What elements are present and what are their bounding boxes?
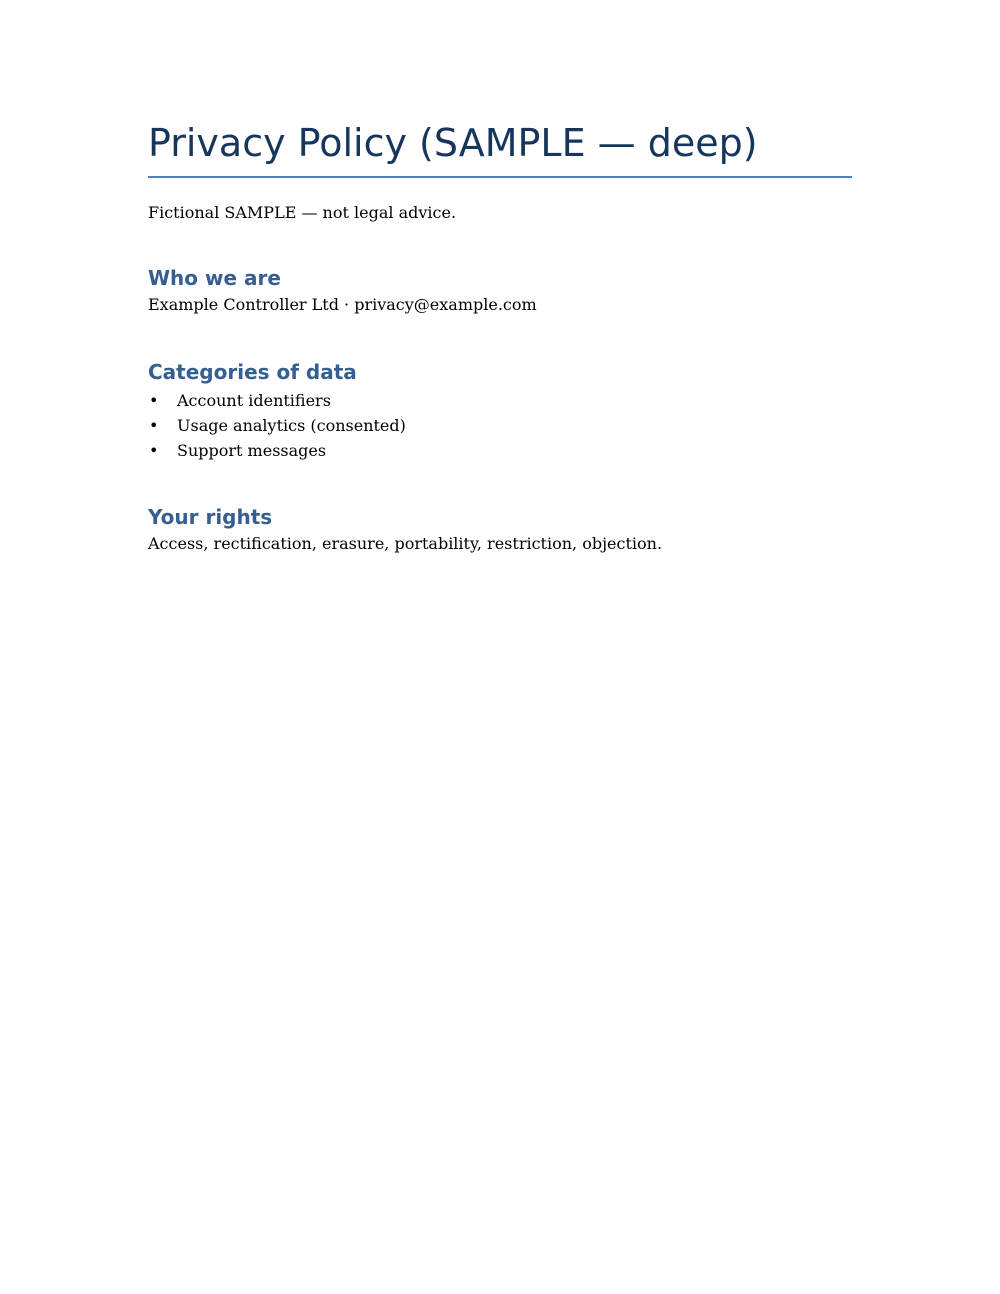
section-heading: Categories of data	[148, 360, 357, 384]
disclaimer-text: Fictional SAMPLE — not legal advice.	[148, 203, 457, 222]
section-who-we-are	[148, 264, 852, 316]
data-categories-list	[148, 388, 852, 463]
bullet-icon: •	[149, 441, 159, 460]
section-your-rights	[148, 503, 852, 555]
bullet-icon: •	[149, 416, 159, 435]
document-page	[148, 118, 852, 555]
rights-text: Access, rectification, erasure, portability, restriction, objection.	[148, 534, 663, 553]
section-heading: Your rights	[148, 505, 273, 529]
page-title: Privacy Policy (SAMPLE — deep)	[148, 118, 852, 178]
bullet-icon: •	[149, 391, 159, 410]
list-item-label: Usage analytics (consented)	[177, 416, 406, 435]
list-item	[148, 438, 852, 463]
section-heading: Who we are	[148, 266, 281, 290]
section-categories-of-data	[148, 358, 852, 463]
list-item	[148, 413, 852, 438]
controller-contact-text: Example Controller Ltd · privacy@example.com	[148, 295, 537, 314]
list-item-label: Support messages	[177, 441, 327, 460]
list-item	[148, 388, 852, 413]
list-item-label: Account identifiers	[177, 391, 331, 410]
